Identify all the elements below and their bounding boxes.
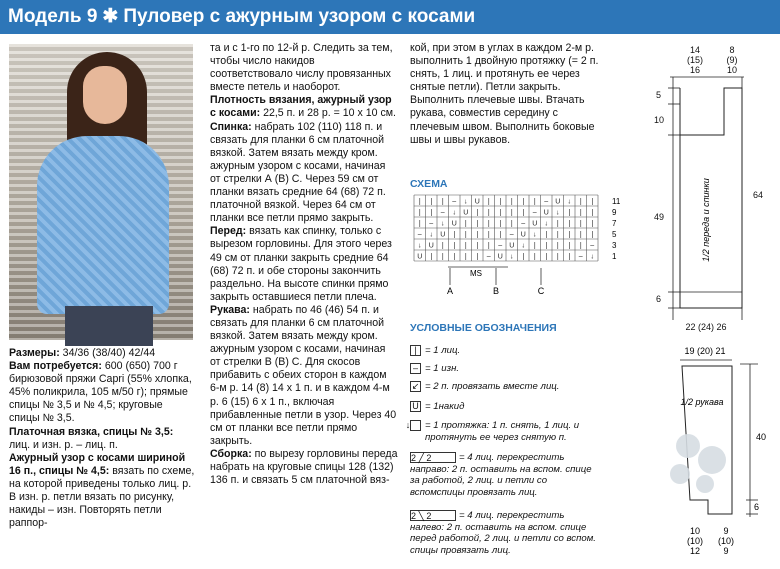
chart-cell: U: [451, 220, 457, 228]
chart-cell: |: [591, 220, 594, 228]
chart-cell: |: [476, 231, 479, 239]
paragraph: кой, при этом в углах в каждом 2-м р. выполнить 1 двойную протяжку (= 2 п. снять, 1 лиц. и протянуть ее через снятые петли). Петли закрыть. Выполнить плечевые швы. Втачать рукава, совместив середину с плечевым швом. Выполнить боковые швы и швы рукавов.: [410, 42, 599, 146]
chart-cell: |: [476, 242, 479, 250]
page-header: [0, 0, 780, 34]
legend-item: ↓ = 1 протяжка: 1 п. снять, 1 лиц. и протянуть ее через снятую п.: [405, 420, 580, 443]
chart-cell: ↓: [510, 253, 514, 261]
chart-cell: |: [418, 209, 421, 217]
scheme-title: СХЕМА: [410, 178, 448, 190]
chart-cell: ↓: [418, 242, 422, 250]
chart-cell: |: [487, 220, 490, 228]
chart-cell: |: [499, 209, 502, 217]
chart-cell: –: [521, 220, 526, 228]
chart-cell: U: [509, 242, 515, 250]
chart-cell: |: [568, 231, 571, 239]
legend-item: | = 1 лиц.: [410, 345, 600, 357]
chart-cell: |: [556, 253, 559, 261]
svg-text:64: 64: [753, 190, 764, 200]
cable-left-icon: 2 ╲ 2: [410, 510, 456, 521]
paragraph: Платочная вязка, спицы № 3,5: лиц. и изн. р. – лиц. п.: [9, 425, 174, 451]
chart-cell: –: [429, 220, 434, 228]
chart-cell: |: [568, 253, 571, 261]
chart-cell: |: [499, 231, 502, 239]
skp-icon: ↓: [410, 420, 421, 431]
legend-item: 2 ╱ 2 = 4 лиц. перекрестить направо: 2 п. оставить на вспом. спице за работой, 2 лиц. и петли со вспомспицы провязать лиц.: [410, 452, 592, 498]
chart-cell: ↓: [590, 253, 594, 261]
legend-title: УСЛОВНЫЕ ОБОЗНАЧЕНИЯ: [410, 322, 557, 334]
chart-cell: |: [487, 231, 490, 239]
chart-cell: ↓: [544, 220, 548, 228]
chart-cell: |: [556, 231, 559, 239]
arrow-a-label: A: [446, 286, 454, 296]
chart-cell: |: [579, 220, 582, 228]
chart-cell: ↓: [464, 198, 468, 206]
chart-cell: |: [464, 242, 467, 250]
svg-text:49: 49: [654, 212, 665, 222]
chart-cell: U: [497, 253, 503, 261]
svg-text:(10): (10): [717, 536, 735, 546]
chart-cell: |: [522, 209, 525, 217]
chart-cell: |: [441, 253, 444, 261]
paragraph: та и с 1-го по 12-й р. Следить за тем, чтобы число накидов соответствовало числу провязанных вместе петель и наоборот.: [210, 42, 393, 94]
chart-cell: |: [464, 253, 467, 261]
svg-text:10: 10: [689, 526, 701, 536]
legend-item: – = 1 изн.: [410, 363, 600, 375]
chart-cell: |: [568, 242, 571, 250]
svg-text:12: 12: [689, 546, 701, 556]
chart-cell: |: [464, 231, 467, 239]
chart-cell: |: [568, 209, 571, 217]
paragraph: Перед: вязать как спинку, только с вырезом горловины. Для этого через 49 см от планки закрыть средние 64 (68) 72 п. и обе стороны закончить раздельно. На высоте спинки прямо закрыть оставшиеся петли плеча.: [210, 225, 392, 303]
cable-right-icon: 2 ╱ 2: [410, 452, 456, 463]
svg-text:(10): (10): [686, 536, 704, 546]
chart-cell: –: [590, 242, 595, 250]
chart-cell: |: [556, 242, 559, 250]
chart-cell: |: [499, 220, 502, 228]
chart-cell: –: [532, 209, 537, 217]
paragraph: Плотность вязания, ажурный узор с косами: 22,5 п. и 28 р. = 10 х 10 см.: [210, 94, 396, 120]
chart-cell: |: [476, 220, 479, 228]
svg-text:(15): (15): [686, 55, 704, 65]
chart-cell: |: [545, 253, 548, 261]
chart-cell: |: [510, 198, 513, 206]
model-number: Модель 9: [8, 6, 98, 27]
chart-cell: |: [510, 220, 513, 228]
knit-icon: |: [410, 345, 421, 356]
chart-cell: |: [418, 220, 421, 228]
row-number: 9: [612, 208, 617, 217]
svg-text:16: 16: [689, 65, 701, 75]
paragraph: Ажурный узор с косами шириной 16 п., спицы № 4,5: вязать по схеме, на которой приведены только лиц. р. В изн. р. петли вязать по рисунку, накиды – изн. Повторять петли раппор-: [9, 451, 195, 530]
chart-cell: |: [556, 220, 559, 228]
chart-cell: –: [486, 253, 491, 261]
svg-text:40: 40: [756, 432, 767, 442]
chart-cell: U: [555, 198, 561, 206]
chart-cell: |: [591, 231, 594, 239]
chart-cell: U: [543, 209, 549, 217]
chart-cell: |: [430, 198, 433, 206]
chart-cell: –: [544, 198, 549, 206]
chart-cell: ↓: [429, 231, 433, 239]
chart-cell: |: [453, 231, 456, 239]
text-column-1: [9, 347, 196, 530]
chart-cell: |: [430, 253, 433, 261]
chart-cell: |: [533, 253, 536, 261]
chart-cell: |: [487, 209, 490, 217]
chart-cell: |: [453, 242, 456, 250]
chart-cell: |: [579, 231, 582, 239]
paragraph: Вам потребуется: 600 (650) 700 г бирюзовой пряжи Capri (55% хлопка, 45% поликрила, 105 м/50 г); прямые спицы № 3,5 и № 4,5; круговые спицы № 3,5.: [9, 360, 192, 425]
yarn-over-icon: U: [410, 401, 421, 412]
chart-cell: –: [578, 253, 583, 261]
svg-text:8: 8: [729, 45, 735, 55]
chart-cell: |: [579, 242, 582, 250]
svg-text:6: 6: [754, 502, 760, 512]
body-pattern: [640, 40, 780, 340]
row-number: 3: [612, 241, 617, 250]
chart-cell: U: [520, 231, 526, 239]
svg-text:19 (20) 21: 19 (20) 21: [684, 346, 726, 356]
chart-cell: U: [532, 220, 538, 228]
text-column-2: [210, 42, 398, 487]
chart-cell: |: [533, 198, 536, 206]
svg-text:6: 6: [656, 294, 662, 304]
chart-cell: |: [476, 253, 479, 261]
legend-item: 2 ╲ 2 = 4 лиц. перекрестить налево: 2 п. оставить на вспом. спице перед работой, 2 лиц. и петли со вспом. спицы провязать лиц.: [410, 510, 596, 556]
chart-cell: |: [476, 209, 479, 217]
star-icon: ✱: [102, 6, 119, 27]
sleeve-pattern: [650, 342, 780, 564]
paragraph: Рукава: набрать по 46 (46) 54 п. и связать для планки 6 см платочной вязкой. Затем вязать между кром. ажурным узором с косами, начиная от стрелки В (В) С. Для скосов прибавить с обеих сторон в каждом 6-м р. 14 (8) 14 х 1 п. и в каждом 4-м р. 6 (15) 6 х 1 п., включая прибавленные петли в узор. Через 40 см от планки все петли прямо закрыть.: [210, 303, 397, 447]
chart-cell: |: [487, 242, 490, 250]
chart-cell: |: [441, 242, 444, 250]
chart-cell: ↓: [521, 242, 525, 250]
chart-cell: |: [568, 220, 571, 228]
chart-cell: ↓: [533, 231, 537, 239]
chart-cell: ↓: [452, 209, 456, 217]
chart-cell: |: [591, 209, 594, 217]
chart-cell: ↓: [556, 209, 560, 217]
paragraph: Спинка: набрать 102 (110) 118 п. и связать для планки 6 см платочной вязкой. Затем вязать между кром. ажурным узором с косами, начиная от стрелки А (В) С. Через 59 см от планки вязать средние 64 (68) 72 п. платочной вязкой. Через 64 см от планки все петли прямо закрыть.: [210, 120, 386, 225]
row-number: 7: [612, 219, 617, 228]
chart-cell: |: [522, 253, 525, 261]
row-number: 11: [612, 197, 621, 206]
svg-text:10: 10: [654, 115, 665, 125]
chart-cell: |: [487, 198, 490, 206]
chart-cell: ↓: [567, 198, 571, 206]
svg-text:14: 14: [689, 45, 701, 55]
chart-cell: U: [463, 209, 469, 217]
chart-cell: U: [428, 242, 434, 250]
svg-text:(9): (9): [726, 55, 738, 65]
svg-text:9: 9: [723, 526, 729, 536]
text-column-3: [410, 42, 600, 147]
chart-cell: |: [464, 220, 467, 228]
chart-cell: –: [440, 209, 445, 217]
chart-cell: –: [498, 242, 503, 250]
arrow-b-label: B: [492, 286, 500, 296]
svg-text:9: 9: [723, 546, 729, 556]
chart-cell: |: [522, 198, 525, 206]
purl-icon: –: [410, 363, 421, 374]
chart-cell: |: [579, 209, 582, 217]
legend-item: ↙ = 2 п. провязать вместе лиц.: [411, 381, 560, 393]
chart-cell: |: [545, 231, 548, 239]
chart-cell: |: [591, 198, 594, 206]
knitting-chart: [408, 192, 621, 296]
chart-cell: |: [430, 209, 433, 217]
legend-item: U = 1накид: [410, 401, 600, 413]
chart-cell: ↓: [441, 220, 445, 228]
chart-cell: |: [533, 242, 536, 250]
chart-cell: –: [452, 198, 457, 206]
chart-cell: U: [417, 253, 423, 261]
sleeve-pattern-label-1: 1/2 рукава: [680, 397, 724, 407]
page-title: Пуловер с ажурным узором с косами: [123, 6, 476, 27]
ms-label: MS: [470, 269, 482, 278]
row-number: 1: [612, 252, 617, 261]
chart-cell: |: [453, 253, 456, 261]
svg-text:22 (24) 26: 22 (24) 26: [685, 322, 727, 332]
k2tog-icon: ↙: [411, 381, 420, 391]
chart-cell: |: [441, 198, 444, 206]
arrow-c-label: C: [537, 286, 545, 296]
chart-cell: |: [499, 198, 502, 206]
svg-text:10: 10: [726, 65, 738, 75]
body-pattern-label: 1/2 переда и спинки: [701, 178, 711, 262]
model-photo: [9, 44, 193, 340]
chart-cell: U: [474, 198, 480, 206]
svg-text:5: 5: [656, 90, 662, 100]
chart-cell: |: [510, 209, 513, 217]
paragraph: Сборка: по вырезу горловины переда набрать на круговые спицы 128 (132) 136 п. и связать 5 см платочной вяз-: [210, 447, 398, 487]
chart-cell: –: [417, 231, 422, 239]
paragraph: Размеры: 34/36 (38/40) 42/44: [9, 347, 156, 359]
row-number: 5: [612, 230, 617, 239]
chart-cell: |: [579, 198, 582, 206]
chart-cell: U: [440, 231, 446, 239]
chart-cell: –: [509, 231, 514, 239]
chart-cell: |: [545, 242, 548, 250]
chart-cell: |: [418, 198, 421, 206]
